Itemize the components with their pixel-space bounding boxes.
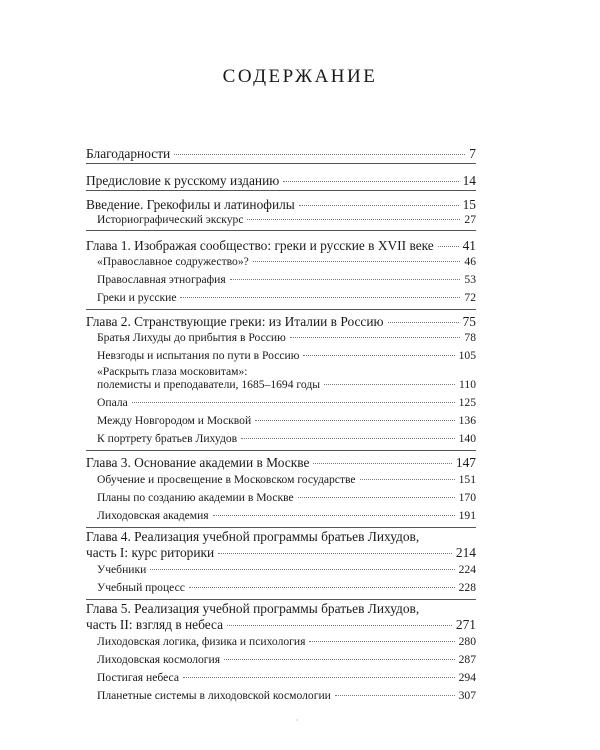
leader-dots: [283, 181, 458, 182]
toc-entry-label: Введение. Грекофилы и латинофилы: [86, 197, 295, 212]
toc-entry[interactable]: [86, 545, 476, 561]
divider: [86, 163, 476, 164]
toc-subentry[interactable]: [86, 491, 476, 504]
toc-entry-label: Благодарности: [86, 146, 171, 161]
toc-entry-label: Опала: [97, 396, 128, 409]
toc-entry-page: 14: [462, 173, 476, 188]
toc-entry-label: Постигая небеса: [97, 671, 179, 684]
divider: [86, 450, 476, 451]
leader-dots: [299, 205, 459, 206]
toc-entry-page: 75: [462, 314, 476, 329]
toc-entry-page: 214: [455, 545, 476, 560]
toc-entry[interactable]: [86, 146, 476, 162]
divider: [86, 599, 476, 600]
toc-entry-page: 53: [464, 273, 476, 286]
toc-subentry[interactable]: [86, 213, 476, 226]
toc-subentry[interactable]: [86, 255, 476, 268]
toc-subentry[interactable]: [86, 273, 476, 286]
toc-entry-page: 170: [458, 491, 476, 504]
toc-entry[interactable]: [86, 314, 476, 330]
toc-entry-label: полемисты и преподаватели, 1685–1694 годы: [97, 378, 321, 391]
leader-dots: [324, 384, 455, 385]
toc-subentry[interactable]: [86, 563, 476, 576]
toc-subentry[interactable]: [86, 378, 476, 391]
toc-subentry[interactable]: [86, 671, 476, 684]
toc-entry-page: 41: [462, 238, 476, 253]
leader-dots: [438, 246, 459, 247]
toc-entry-page: 110: [459, 378, 476, 391]
leader-dots: [290, 337, 461, 338]
toc-entry[interactable]: [86, 173, 476, 189]
leader-dots: [213, 515, 455, 516]
toc-entry-page: 271: [455, 617, 476, 632]
toc-entry-page: 147: [455, 455, 476, 470]
leader-dots: [180, 297, 460, 298]
toc-entry-page: 7: [469, 146, 476, 161]
toc-entry-page: 78: [464, 331, 476, 344]
toc-entry-page: 191: [458, 509, 476, 522]
toc-entry-page: 228: [458, 581, 476, 594]
toc-entry-page: 224: [458, 563, 476, 576]
toc-subentry[interactable]: [86, 635, 476, 648]
toc-entry-label: Лиходовская космология: [97, 653, 221, 666]
divider: [86, 190, 476, 191]
toc-entry-label: Обучение и просвещение в Московском государстве: [97, 473, 356, 486]
toc-entry-label: Учебный процесс: [97, 581, 185, 594]
toc-subentry[interactable]: [86, 581, 476, 594]
leader-dots: [218, 553, 452, 554]
toc-subentry[interactable]: [86, 473, 476, 486]
leader-dots: [313, 463, 452, 464]
toc-entry-label: «Православное содружество»?: [97, 255, 249, 268]
toc-subentry[interactable]: [86, 331, 476, 344]
toc-entry-label: часть II: взгляд в небеса: [86, 617, 224, 632]
toc-entry-label: Глава 1. Изображая сообщество: греки и русские в XVII веке: [86, 238, 434, 253]
leader-dots: [183, 677, 455, 678]
leader-dots: [132, 402, 455, 403]
divider: [86, 230, 476, 231]
leader-dots: [150, 569, 454, 570]
toc-subentry[interactable]: [86, 291, 476, 304]
leader-dots: [335, 695, 455, 696]
toc-entry-label: часть I: курс риторики: [86, 545, 215, 560]
toc-entry-label: Братья Лихуды до прибытия в Россию: [97, 331, 286, 344]
toc-entry[interactable]: [86, 617, 476, 633]
toc-entry-label: Учебники: [97, 563, 147, 576]
toc-subentry[interactable]: [86, 396, 476, 409]
toc-subentry-firstline[interactable]: «Раскрыть глаза московитам»:: [97, 365, 248, 378]
toc-entry-page: 151: [458, 473, 476, 486]
leader-dots: [309, 641, 454, 642]
toc-subentry[interactable]: [86, 432, 476, 445]
divider: [86, 527, 476, 528]
toc-entry-firstline[interactable]: Глава 4. Реализация учебной программы братьев Лихудов,: [86, 529, 420, 544]
toc-entry-label: Лиходовская академия: [97, 509, 209, 522]
page-mark: ·: [296, 716, 299, 725]
leader-dots: [388, 322, 459, 323]
toc-entry-label: Планы по созданию академии в Москве: [97, 491, 294, 504]
toc-entry-label: Глава 3. Основание академии в Москве: [86, 455, 310, 470]
toc-entry[interactable]: [86, 238, 476, 254]
toc-entry-page: 307: [458, 689, 476, 702]
leader-dots: [189, 587, 455, 588]
toc-entry-label: Невзгоды и испытания по пути в Россию: [97, 349, 300, 362]
toc-subentry[interactable]: [86, 414, 476, 427]
leader-dots: [255, 420, 454, 421]
toc-entry-label: Историографический экскурс: [97, 213, 244, 226]
divider: [86, 309, 476, 310]
leader-dots: [253, 261, 461, 262]
toc-entry-label: Православная этнография: [97, 273, 226, 286]
toc-entry-firstline[interactable]: Глава 5. Реализация учебной программы братьев Лихудов,: [86, 601, 420, 616]
toc-entry-label: Лиходовская логика, физика и психология: [97, 635, 306, 648]
toc-entry-page: 72: [464, 291, 476, 304]
toc-entry-page: 15: [462, 197, 476, 212]
leader-dots: [298, 497, 455, 498]
toc-subentry[interactable]: [86, 509, 476, 522]
toc-entry[interactable]: [86, 197, 476, 213]
toc-entry-page: 136: [458, 414, 476, 427]
toc-entry-label: Предисловие к русскому изданию: [86, 173, 280, 188]
leader-dots: [247, 219, 460, 220]
toc-subentry[interactable]: [86, 653, 476, 666]
page-title: СОДЕРЖАНИЕ: [222, 66, 378, 87]
leader-dots: [230, 279, 461, 280]
toc-subentry[interactable]: [86, 349, 476, 362]
leader-dots: [241, 438, 455, 439]
toc-subentry[interactable]: [86, 689, 476, 702]
toc-entry-page: 280: [458, 635, 476, 648]
toc-entry-label: К портрету братьев Лихудов: [97, 432, 238, 445]
leader-dots: [360, 479, 455, 480]
toc-entry-page: 287: [458, 653, 476, 666]
toc-entry-label: Планетные системы в лиходовской космологии: [97, 689, 331, 702]
leader-dots: [227, 625, 452, 626]
toc-entry-label: Между Новгородом и Москвой: [97, 414, 252, 427]
toc-entry-page: 140: [458, 432, 476, 445]
toc-entry-page: 46: [464, 255, 476, 268]
toc-entry-page: 27: [464, 213, 476, 226]
leader-dots: [174, 154, 465, 155]
toc-entry-page: 125: [458, 396, 476, 409]
toc-entry-label: Греки и русские: [97, 291, 177, 304]
toc-entry[interactable]: [86, 455, 476, 471]
toc-entry-page: 294: [458, 671, 476, 684]
leader-dots: [303, 355, 454, 356]
toc-entry-label: Глава 2. Странствующие греки: из Италии в Россию: [86, 314, 384, 329]
toc-entry-page: 105: [458, 349, 476, 362]
leader-dots: [224, 659, 455, 660]
